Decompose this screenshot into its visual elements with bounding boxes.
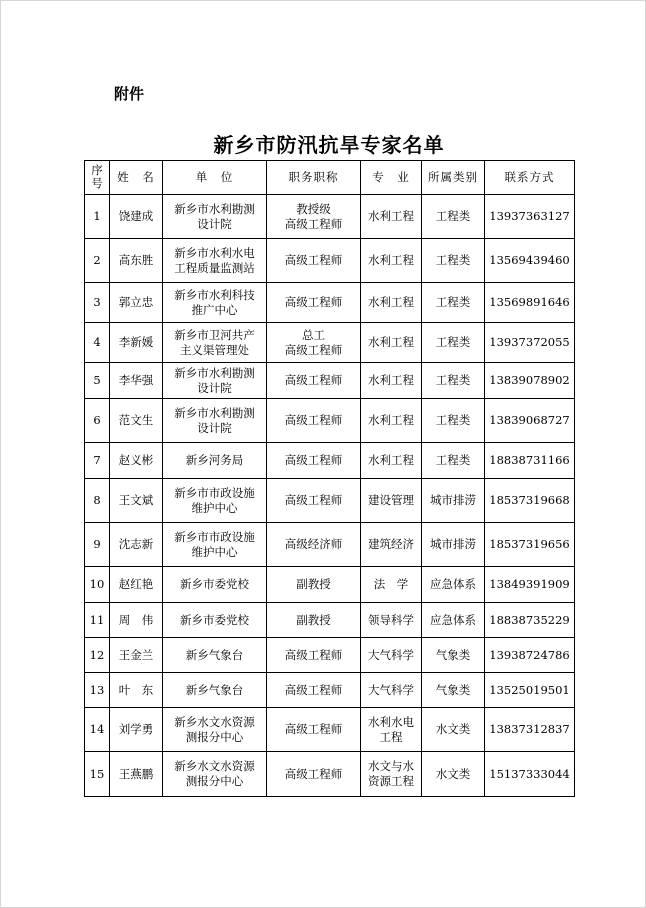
cell-name: 郭立忠 bbox=[110, 283, 163, 323]
cell-title-line: 副教授 bbox=[296, 612, 331, 627]
header-unit: 单 位 bbox=[163, 161, 267, 195]
expert-roster-table bbox=[84, 160, 575, 797]
cell-name: 王文斌 bbox=[110, 479, 163, 523]
cell-title bbox=[267, 239, 361, 283]
cell-title-line: 高级工程师 bbox=[284, 253, 343, 267]
cell-phone: 13569891646 bbox=[485, 283, 575, 323]
cell-unit bbox=[163, 363, 267, 399]
cell-title bbox=[267, 603, 361, 638]
cell-unit bbox=[163, 443, 267, 479]
table-header-row bbox=[85, 161, 575, 195]
cell-title bbox=[267, 443, 361, 479]
cell-major-line: 工程 bbox=[379, 729, 403, 744]
cell-major-line: 水利工程 bbox=[368, 453, 414, 467]
cell-title-line: 高级工程师 bbox=[284, 216, 343, 231]
cell-category: 城市排涝 bbox=[422, 479, 485, 523]
cell-index: 8 bbox=[85, 479, 110, 523]
cell-name: 王金兰 bbox=[110, 638, 163, 673]
table-row bbox=[85, 523, 575, 567]
cell-index: 14 bbox=[85, 708, 110, 752]
cell-phone: 13569439460 bbox=[485, 239, 575, 283]
cell-index: 12 bbox=[85, 638, 110, 673]
table-row bbox=[85, 195, 575, 239]
header-contact: 联系方式 bbox=[485, 161, 575, 195]
table-row bbox=[85, 399, 575, 443]
cell-name: 王燕鹏 bbox=[110, 752, 163, 797]
cell-category: 工程类 bbox=[422, 399, 485, 443]
cell-title-line: 高级工程师 bbox=[284, 766, 343, 781]
cell-title bbox=[267, 708, 361, 752]
cell-index: 5 bbox=[85, 363, 110, 399]
cell-index: 13 bbox=[85, 673, 110, 708]
cell-title-line: 高级工程师 bbox=[284, 295, 343, 309]
cell-unit-line: 维护中心 bbox=[191, 500, 238, 515]
document-title: 新乡市防汛抗旱专家名单 bbox=[213, 133, 445, 157]
cell-title-line: 高级工程师 bbox=[284, 342, 343, 357]
cell-name: 李新媛 bbox=[110, 323, 163, 363]
header-index bbox=[85, 161, 110, 195]
cell-major-line: 水利工程 bbox=[368, 209, 414, 223]
cell-title bbox=[267, 752, 361, 797]
cell-unit-line: 测报分中心 bbox=[185, 729, 244, 744]
table-row bbox=[85, 752, 575, 797]
cell-index: 1 bbox=[85, 195, 110, 239]
cell-name: 叶 东 bbox=[110, 673, 163, 708]
cell-category: 气象类 bbox=[422, 638, 485, 673]
cell-unit-line: 工程质量监测站 bbox=[174, 260, 255, 275]
header-category: 所属类别 bbox=[422, 161, 485, 195]
cell-index: 15 bbox=[85, 752, 110, 797]
cell-major-line: 大气科学 bbox=[368, 647, 414, 662]
cell-unit bbox=[163, 603, 267, 638]
table-row bbox=[85, 638, 575, 673]
cell-unit bbox=[163, 708, 267, 752]
cell-unit bbox=[163, 399, 267, 443]
cell-phone: 13837312837 bbox=[485, 708, 575, 752]
cell-phone: 13938724786 bbox=[485, 638, 575, 673]
cell-title bbox=[267, 363, 361, 399]
cell-unit-line: 新乡市水利勘测 bbox=[174, 201, 255, 216]
cell-major bbox=[361, 603, 422, 638]
cell-index: 3 bbox=[85, 283, 110, 323]
header-major: 专 业 bbox=[361, 161, 422, 195]
cell-unit-line: 新乡市委党校 bbox=[180, 577, 249, 591]
cell-name: 范文生 bbox=[110, 399, 163, 443]
cell-category: 应急体系 bbox=[422, 567, 485, 603]
table-row bbox=[85, 708, 575, 752]
cell-title-line: 高级经济师 bbox=[284, 537, 343, 551]
cell-phone: 13525019501 bbox=[485, 673, 575, 708]
cell-unit-line: 新乡水文水资源 bbox=[174, 759, 255, 773]
cell-index: 11 bbox=[85, 603, 110, 638]
cell-category: 工程类 bbox=[422, 363, 485, 399]
cell-unit-line: 设计院 bbox=[197, 380, 232, 395]
cell-name: 高东胜 bbox=[110, 239, 163, 283]
cell-unit bbox=[163, 323, 267, 363]
cell-unit-line: 新乡市委党校 bbox=[180, 612, 249, 627]
table-body bbox=[85, 195, 575, 797]
cell-major bbox=[361, 752, 422, 797]
cell-phone: 18537319668 bbox=[485, 479, 575, 523]
cell-major bbox=[361, 443, 422, 479]
table-row bbox=[85, 283, 575, 323]
cell-index: 4 bbox=[85, 323, 110, 363]
cell-title-line: 高级工程师 bbox=[284, 453, 343, 467]
table-row bbox=[85, 567, 575, 603]
cell-major-line: 建设管理 bbox=[368, 493, 414, 507]
cell-index: 9 bbox=[85, 523, 110, 567]
cell-unit-line: 新乡市市政设施 bbox=[174, 485, 255, 500]
cell-name: 李华强 bbox=[110, 363, 163, 399]
cell-title bbox=[267, 567, 361, 603]
cell-category: 工程类 bbox=[422, 323, 485, 363]
cell-major bbox=[361, 323, 422, 363]
cell-major bbox=[361, 638, 422, 673]
cell-name: 饶建成 bbox=[110, 195, 163, 239]
cell-major-line: 水文与水 bbox=[368, 759, 414, 773]
cell-unit-line: 新乡气象台 bbox=[185, 647, 244, 662]
cell-category: 水文类 bbox=[422, 752, 485, 797]
attachment-label: 附件 bbox=[114, 85, 145, 103]
cell-title bbox=[267, 638, 361, 673]
cell-title-line: 总工 bbox=[302, 327, 325, 342]
cell-unit bbox=[163, 239, 267, 283]
cell-index: 7 bbox=[85, 443, 110, 479]
table-row bbox=[85, 363, 575, 399]
cell-major bbox=[361, 708, 422, 752]
cell-unit-line: 设计院 bbox=[197, 420, 232, 435]
cell-title-line: 高级工程师 bbox=[284, 647, 343, 662]
cell-major bbox=[361, 363, 422, 399]
table-row bbox=[85, 673, 575, 708]
cell-index: 6 bbox=[85, 399, 110, 443]
cell-category: 工程类 bbox=[422, 239, 485, 283]
cell-major bbox=[361, 399, 422, 443]
cell-phone: 15137333044 bbox=[485, 752, 575, 797]
cell-major bbox=[361, 283, 422, 323]
cell-unit-line: 设计院 bbox=[197, 216, 232, 231]
cell-unit-line: 新乡市水利勘测 bbox=[174, 405, 255, 420]
cell-major-line: 大气科学 bbox=[368, 682, 414, 697]
cell-category: 工程类 bbox=[422, 443, 485, 479]
cell-major bbox=[361, 567, 422, 603]
cell-phone: 18838731166 bbox=[485, 443, 575, 479]
cell-title bbox=[267, 195, 361, 239]
cell-unit-line: 新乡河务局 bbox=[185, 453, 244, 467]
table-row bbox=[85, 603, 575, 638]
cell-major-line: 水利工程 bbox=[368, 295, 414, 309]
cell-phone: 13839068727 bbox=[485, 399, 575, 443]
cell-name: 刘学勇 bbox=[110, 708, 163, 752]
cell-major bbox=[361, 239, 422, 283]
cell-title-line: 高级工程师 bbox=[284, 413, 343, 427]
cell-unit-line: 新乡市卫河共产 bbox=[174, 327, 255, 342]
cell-unit bbox=[163, 523, 267, 567]
cell-index: 2 bbox=[85, 239, 110, 283]
cell-unit bbox=[163, 567, 267, 603]
cell-unit-line: 维护中心 bbox=[191, 544, 238, 559]
cell-unit bbox=[163, 283, 267, 323]
cell-unit-line: 测报分中心 bbox=[185, 774, 244, 788]
header-name: 姓 名 bbox=[110, 161, 163, 195]
cell-title-line: 高级工程师 bbox=[284, 682, 343, 697]
cell-phone: 13937372055 bbox=[485, 323, 575, 363]
cell-title-line: 副教授 bbox=[296, 577, 331, 591]
cell-major-line: 领导科学 bbox=[368, 612, 414, 627]
cell-name: 赵义彬 bbox=[110, 443, 163, 479]
cell-title-line: 高级工程师 bbox=[284, 373, 343, 387]
cell-unit-line: 新乡市水利水电 bbox=[174, 245, 255, 260]
cell-major-line: 水利工程 bbox=[368, 335, 414, 349]
cell-unit bbox=[163, 673, 267, 708]
cell-title bbox=[267, 479, 361, 523]
cell-index: 10 bbox=[85, 567, 110, 603]
cell-title-line: 高级工程师 bbox=[284, 493, 343, 507]
cell-unit-line: 新乡市水利勘测 bbox=[174, 365, 255, 380]
cell-major-line: 法 学 bbox=[373, 577, 409, 591]
cell-category: 应急体系 bbox=[422, 603, 485, 638]
cell-major-line: 资源工程 bbox=[368, 774, 414, 788]
cell-title bbox=[267, 523, 361, 567]
cell-unit bbox=[163, 479, 267, 523]
cell-phone: 18838735229 bbox=[485, 603, 575, 638]
cell-unit-line: 新乡市市政设施 bbox=[174, 529, 255, 544]
cell-unit-line: 新乡水文水资源 bbox=[174, 714, 255, 729]
cell-major-line: 水利水电 bbox=[368, 714, 414, 729]
cell-unit-line: 新乡气象台 bbox=[185, 682, 244, 697]
cell-title-line: 教授级 bbox=[296, 201, 331, 216]
cell-unit bbox=[163, 752, 267, 797]
cell-major bbox=[361, 479, 422, 523]
cell-name: 周 伟 bbox=[110, 603, 163, 638]
cell-name: 赵红艳 bbox=[110, 567, 163, 603]
cell-category: 工程类 bbox=[422, 195, 485, 239]
cell-phone: 13839078902 bbox=[485, 363, 575, 399]
cell-title bbox=[267, 283, 361, 323]
header-index-label: 序号 bbox=[91, 163, 103, 190]
cell-title bbox=[267, 399, 361, 443]
table-row bbox=[85, 479, 575, 523]
cell-title bbox=[267, 323, 361, 363]
cell-major bbox=[361, 195, 422, 239]
cell-unit-line: 新乡市水利科技 bbox=[174, 287, 255, 302]
cell-unit bbox=[163, 195, 267, 239]
cell-phone: 18537319656 bbox=[485, 523, 575, 567]
header-title: 职务职称 bbox=[267, 161, 361, 195]
table-row bbox=[85, 323, 575, 363]
cell-major-line: 水利工程 bbox=[368, 253, 414, 267]
cell-category: 水文类 bbox=[422, 708, 485, 752]
table-row bbox=[85, 239, 575, 283]
table-row bbox=[85, 443, 575, 479]
cell-major-line: 水利工程 bbox=[368, 373, 414, 387]
cell-major-line: 水利工程 bbox=[368, 413, 414, 427]
cell-unit-line: 推广中心 bbox=[191, 302, 238, 317]
cell-category: 工程类 bbox=[422, 283, 485, 323]
cell-major bbox=[361, 673, 422, 708]
cell-title bbox=[267, 673, 361, 708]
cell-phone: 13849391909 bbox=[485, 567, 575, 603]
cell-major-line: 建筑经济 bbox=[368, 537, 414, 551]
cell-title-line: 高级工程师 bbox=[284, 722, 343, 736]
cell-unit bbox=[163, 638, 267, 673]
cell-category: 气象类 bbox=[422, 673, 485, 708]
cell-category: 城市排涝 bbox=[422, 523, 485, 567]
cell-major bbox=[361, 523, 422, 567]
cell-name: 沈志新 bbox=[110, 523, 163, 567]
cell-unit-line: 主义渠管理处 bbox=[180, 342, 249, 357]
cell-phone: 13937363127 bbox=[485, 195, 575, 239]
